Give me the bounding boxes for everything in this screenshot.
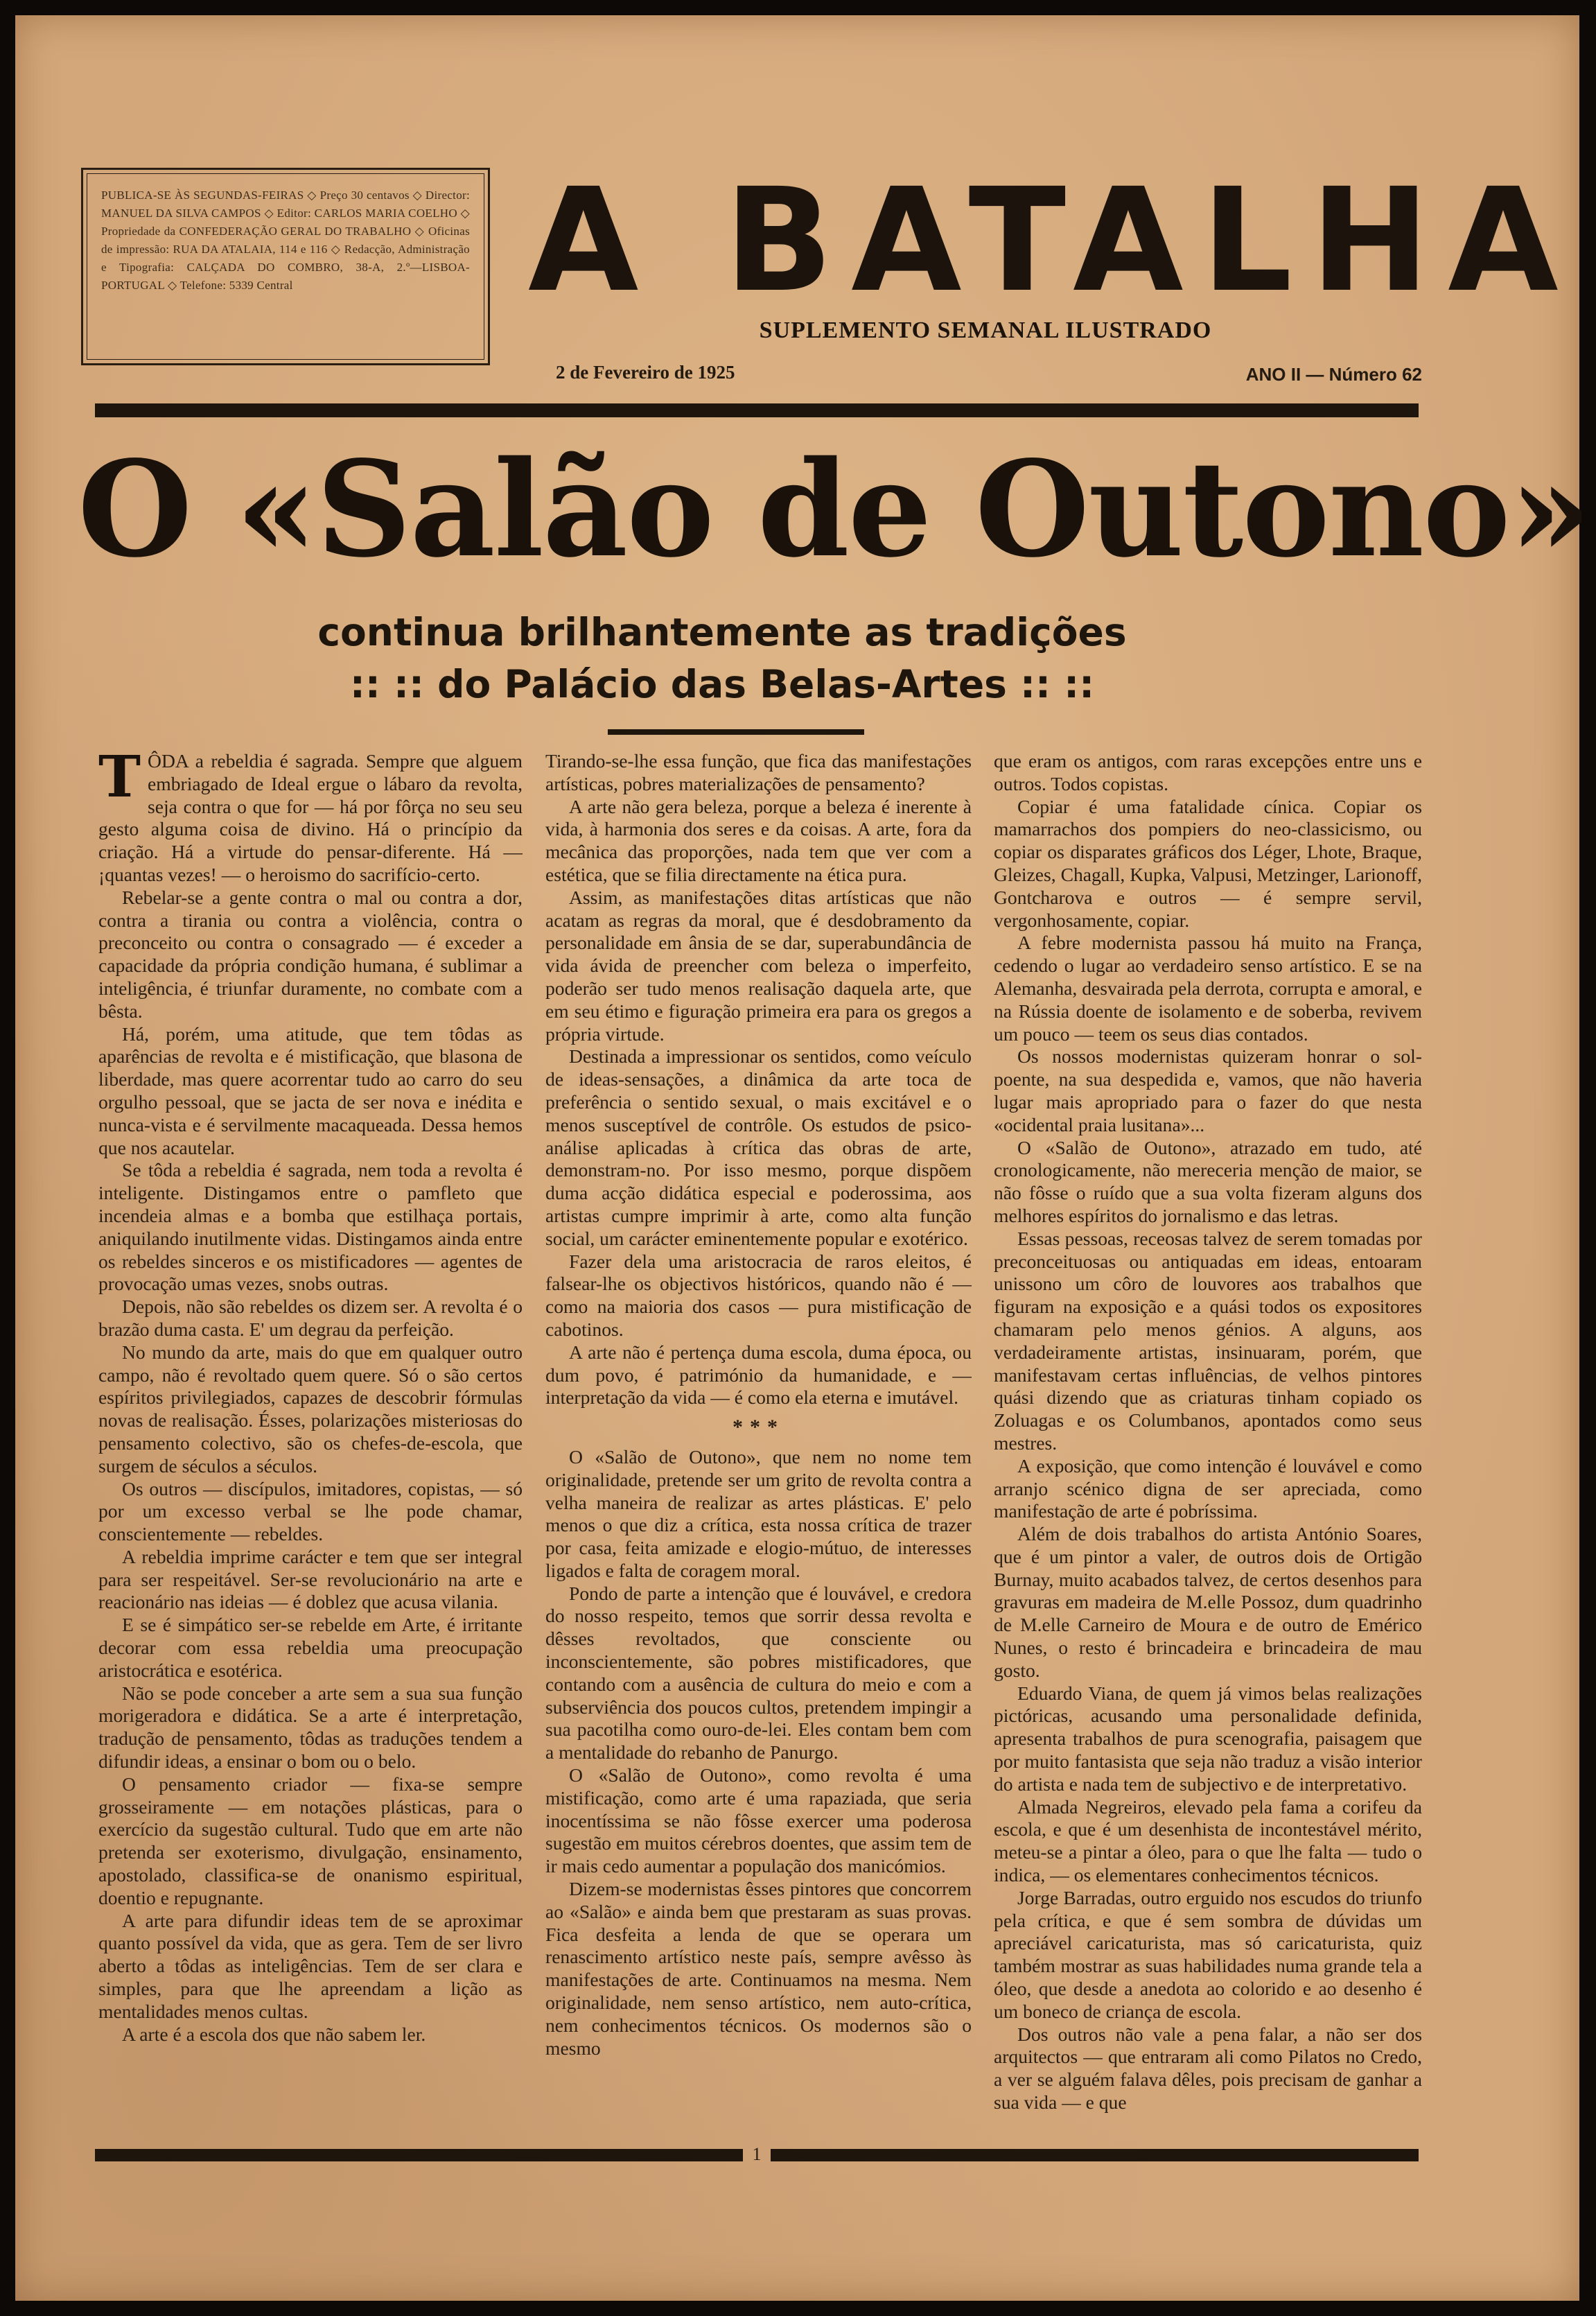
paragraph: Os nossos modernistas quizeram honrar o sol-poente, na sua despedida e, vamos, que não haveria lugar mais apropriado para o fazer do que nesta «ocidental praia lusitana»... [994, 1045, 1422, 1135]
paragraph: Assim, as manifestações ditas artísticas que não acatam as regras da moral, que é desdobramento da personalidade em ânsia de se dar, superabundância de vida ávida de preencher com beleza o imperfeito, poderão ser tudo menos realisação daquela arte, que em seu étimo e figuração primeira era para os gregos a própria virtude. [545, 886, 972, 1045]
paragraph-text: ÔDA a rebeldia é sagrada. Sempre que alguem embriagado de Ideal ergue o lábaro da revolta, seja contra o que for — há por fôrça no seu seu gesto alguma coisa de divino. Há o princípio da criação. Há a virtude do pensar-diferente. Há — ¡quantas vezes! — o heroismo do sacrifício-certo. [98, 750, 523, 885]
paragraph: A arte é a escola dos que não sabem ler. [122, 2023, 426, 2045]
newspaper-page [15, 15, 1590, 2301]
paragraph: Essas pessoas, receosas talvez de serem tomadas por preconceituosas ou antiquadas em ideas, entoaram unissono um côro de louvores aos trabalhos que figuram na exposição e a quási todos os expositores chamaram pelo menos génios. A alguns, aos verdadeiramente artistas, insinuaram, porém, que manifestavam certas influências, de velhos pintores quási dizendo que as criaturas tinham copiado os Zoluagas e os Columbanos, apontados como seus mestres. [994, 1227, 1422, 1454]
paragraph: Além de dois trabalhos do artista António Soares, que é um pintor a valer, de outros dois de Ortigão Burnay, muito acabados talvez, de certos desenhos para gravuras em madeira de M.elle Possoz, dum quadrinho de M.elle Carneiro de Moura e de outro de Emérico Nunes, o resto é brincadeira e brincadeira de mau gosto. [994, 1523, 1422, 1681]
paragraph: O pensamento criador — fixa-se sempre grosseiramente — em notações plásticas, para o exercício da sugestão cultural. Tudo que em arte não pretenda ser exoterismo, divulgação, ensinamento, apostolado, classifica-se de onanismo espiritual, doentio e repugnante. [98, 1773, 523, 1908]
paragraph: que eram os antigos, com raras excepções entre uns e outros. Todos copistas. [994, 750, 1422, 794]
paragraph: Se tôda a rebeldia é sagrada, nem toda a revolta é inteligente. Distingamos entre o pamfleto que incendeia almas e a bomba que estilhaça portais, aniquilando inutilmente vidas. Distingamos ainda entre os rebeldes sinceros e os mistificadores — agentes de provocação umas vezes, snobs outras. [98, 1159, 523, 1295]
paragraph: Há, porém, uma atitude, que tem tôdas as aparências de revolta e é mistificação, que blasona de liberdade, mas quere acorrentar tudo ao carro do seu orgulho pessoal, que se jacta de ser nova e inédita e nunca-vista e é servilmente macaqueada. Dessa hemos que nos acautelar. [98, 1022, 523, 1158]
paragraph: Rebelar-se a gente contra o mal ou contra a dor, contra a tirania ou contra a violência, contra o preconceito ou contra o consagrado — é exceder a capacidade da própria condição humana, é sublimar a inteligência, é triunfar duramente, no combate com a bêsta. [98, 886, 523, 1022]
imprint-box [81, 168, 490, 365]
paragraph: Não se pode conceber a arte sem a sua sua função morigeradora e didática. Se a arte é interpretação, tradução de pensamento, tôdas as traduções tendem a difundir ideas, a ensinar o bom ou o belo. [98, 1682, 523, 1773]
paragraph: Dizem-se modernistas êsses pintores que concorrem ao «Salão» e ainda bem que prestaram as suas provas. Fica desfeita a lenda de que se operara um renascimento artístico neste país, sempre avêsso às manifestações de arte. Continuamos na mesma. Nem originalidade, nem senso artístico, nem auto-crítica, nem conhecimentos técnicos. Os modernos são o mesmo [545, 1878, 972, 2059]
paragraph: A febre modernista passou há muito na França, cedendo o lugar ao verdadeiro senso artístico. E se na Alemanha, desvairada pela derrota, corrupta e amoral, e na Rússia doente de isolamento e de soberba, revivem um pouco — teem os seus dias contados. [994, 932, 1422, 1045]
article-column-2 [545, 750, 972, 2171]
article-column-1 [98, 750, 523, 2171]
paragraph: A arte não gera beleza, porque a beleza é inerente à vida, à harmonia dos seres e da coisas. A arte, fora da mecânica das proporções, nada tem que ver com a estética, que se filia directamente na ética pura. [545, 795, 972, 885]
section-separator: *** [733, 1416, 784, 1439]
paragraph: Eduardo Viana, de quem já vimos belas realizações pictóricas, acusando uma personalidade definida, apresenta trabalhos de pura scenografia, paisagem que por muito fantasista que seja não traduz a visão interior do artista e nada tem de subjectivo e de interpretativo. [994, 1682, 1422, 1795]
paragraph: O «Salão de Outono», atrazado em tudo, até cronologicamente, não mereceria menção de maior, se não fôsse o ruído que a sua volta fizeram alguns dos melhores espíritos do jornalismo e das letras. [994, 1136, 1422, 1226]
imprint-text: PUBLICA-SE ÀS SEGUNDAS-FEIRAS ◇ Preço 30 centavos ◇ Director: MANUEL DA SILVA CAMPOS ◇ Editor: CARLOS MARIA COELHO ◇ Propriedade da CONFEDERAÇÃO GERAL DO TRABALHO ◇ Oficinas de impressão: RUA DA ATALAIA, 114 e 116 ◇ Redacção, Administração e Tipografia: CALÇADA DO COMBRO, 38-A, 2.º—LISBOA-PORTUGAL ◇ Telefone: 5339 Central [87, 173, 484, 360]
drop-cap: T [98, 750, 141, 810]
paragraph: O «Salão de Outono», que nem no nome tem originalidade, pretende ser um grito de revolta contra a velha maneira de realizar as artes plásticas. E' pelo menos o que diz a crítica, esta nossa crítica de trazer por casa, feita amizade e elogio-mútuo, de interesses ligados e falta de coragem moral. [545, 1445, 972, 1581]
paragraph: A arte não é pertença duma escola, duma época, ou dum povo, é património da humanidade, e — interpretação da vida — é como ela eterna e imutável. [545, 1341, 972, 1409]
paragraph: O «Salão de Outono», como revolta é uma mistificação, como arte é uma rapaziada, que seria inocentíssima se não fôsse exercer uma poderosa sugestão em muitos cérebros doentes, que assim tem de ir mais cedo aumentar a população dos manicómios. [545, 1764, 972, 1877]
paragraph: A arte para difundir ideas tem de se aproximar quanto possível da vida, que as gera. Tem de ser livro aberto a tôdas as inteligências. Tem de ser clara e simples, para que lhe apreendam a lição as mentalidades menos cultas. [98, 1909, 523, 2022]
paragraph: Pondo de parte a intenção que é louvável, e credora do nosso respeito, temos que sorrir dessa revolta e dêsses revoltados, que consciente ou inconscientemente, são pobres mistificadores, que contando com a ausência de cultura do meio e com a subserviência dos poucos cultos, pretendem impingir a sua pacotilha como ouro-de-lei. Eles contam bem com a mentalidade do rebanho de Panurgo. [545, 1582, 972, 1764]
headline-rule [608, 729, 864, 735]
paragraph: Destinada a impressionar os sentidos, como veículo de ideas-sensações, a dinâmica da arte toca de preferência o sentido sexual, o mais excitável e o menos susceptível de contrôle. Os estudos de psico-análise aplicadas à crítica das obras de arte, demonstram-no. Por isso mesmo, porque dispõem duma acção didática especial e poderossima, aos artistas cumpre imprimir à arte, como alta função social, um carácter eminentemente popular e exotérico. [545, 1045, 972, 1249]
paragraph: Almada Negreiros, elevado pela fama a corifeu da escola, e que é um desenhista de incontestável mérito, meteu-se a pintar a óleo, para o que lhe falta — tudo o indica, — os elementares conhecimentos técnicos. [994, 1795, 1422, 1886]
paragraph: Copiar é uma fatalidade cínica. Copiar os mamarrachos dos pompiers do neo-classicismo, ou copiar os disparates gráficos dos Léger, Lhote, Braque, Gleizes, Chagall, Kupka, Valpusi, Metzinger, Larionoff, Gontcharova e outros — é sempre servil, vergonhosamente, copiar. [994, 795, 1422, 931]
issue-number: ANO II — Número 62 [1245, 364, 1422, 385]
footer-rule-left [95, 2149, 743, 2161]
issue-date: 2 de Fevereiro de 1925 [556, 362, 735, 383]
paragraph: E se é simpático ser-se rebelde em Arte, é irritante decorar com essa rebeldia uma preocupação aristocrática e esotérica. [98, 1614, 523, 1681]
paragraph: Dos outros não vale a pena falar, a não ser dos arquitectos — que entraram ali como Pilatos no Credo, a ver se alguém falava dêles, pois precisam de ganhar a sua vida — e que [994, 2023, 1422, 2114]
paragraph: Jorge Barradas, outro erguido nos escudos do triunfo pela crítica, e que é sem sombra de dúvidas um apreciável caricaturista, mas só caricaturista, quiz também mostrar as suas habilidades numa grande tela a óleo, que desde a anedota ao colorido e ao desenho é um boneco de criança de escola. [994, 1886, 1422, 2022]
article-subhead-line-1: continua brilhantemente as tradições [317, 610, 1127, 654]
paragraph: Depois, não são rebeldes os dizem ser. A revolta é o brazão duma casta. E' um degrau da perfeição. [98, 1296, 523, 1340]
masthead-title: A BATALHA [528, 157, 1577, 324]
paragraph: Os outros — discípulos, imitadores, copistas, — só por um excesso verbal se lhe pode chamar, conscientemente — rebeldes. [98, 1477, 523, 1545]
masthead-subtitle: SUPLEMENTO SEMANAL ILUSTRADO [759, 317, 1212, 343]
paragraph: A exposição, que como intenção é louvável e como arranjo scénico digna de ser apreciada, como manifestação de arte é pobríssima. [994, 1454, 1422, 1522]
article-subhead-line-2: :: :: do Palácio das Belas-Artes :: :: [349, 662, 1095, 706]
paragraph [98, 750, 523, 887]
paragraph: Tirando-se-lhe essa função, que fica das manifestações artísticas, pobres materializações de pensamento? [545, 750, 972, 794]
page-number: 1 [752, 2144, 762, 2164]
footer-rule-right [771, 2149, 1419, 2161]
paragraph: A rebeldia imprime carácter e tem que ser integral para ser respeitável. Ser-se revolucionário na arte e reacionário nas ideias — é doblez que acusa vilania. [98, 1545, 523, 1613]
article-headline: O «Salão de Outono» [78, 432, 1590, 586]
masthead-rule [95, 403, 1419, 417]
paragraph: No mundo da arte, mais do que em qualquer outro campo, não é revoltado quem quere. Só o são certos espíritos privilegiados, capazes de descobrir fórmulas novas de realisação. Ésses, polarizações misteriosas do pensamento colectivo, são os chefes-de-escola, que surgem de séculos a séculos. [98, 1341, 523, 1477]
article-column-3 [994, 750, 1422, 2171]
paragraph: Fazer dela uma aristocracia de raros eleitos, é falsear-lhe os objectivos históricos, quando não é — como na maioria dos casos — pura mistificação de cabotinos. [545, 1250, 972, 1340]
